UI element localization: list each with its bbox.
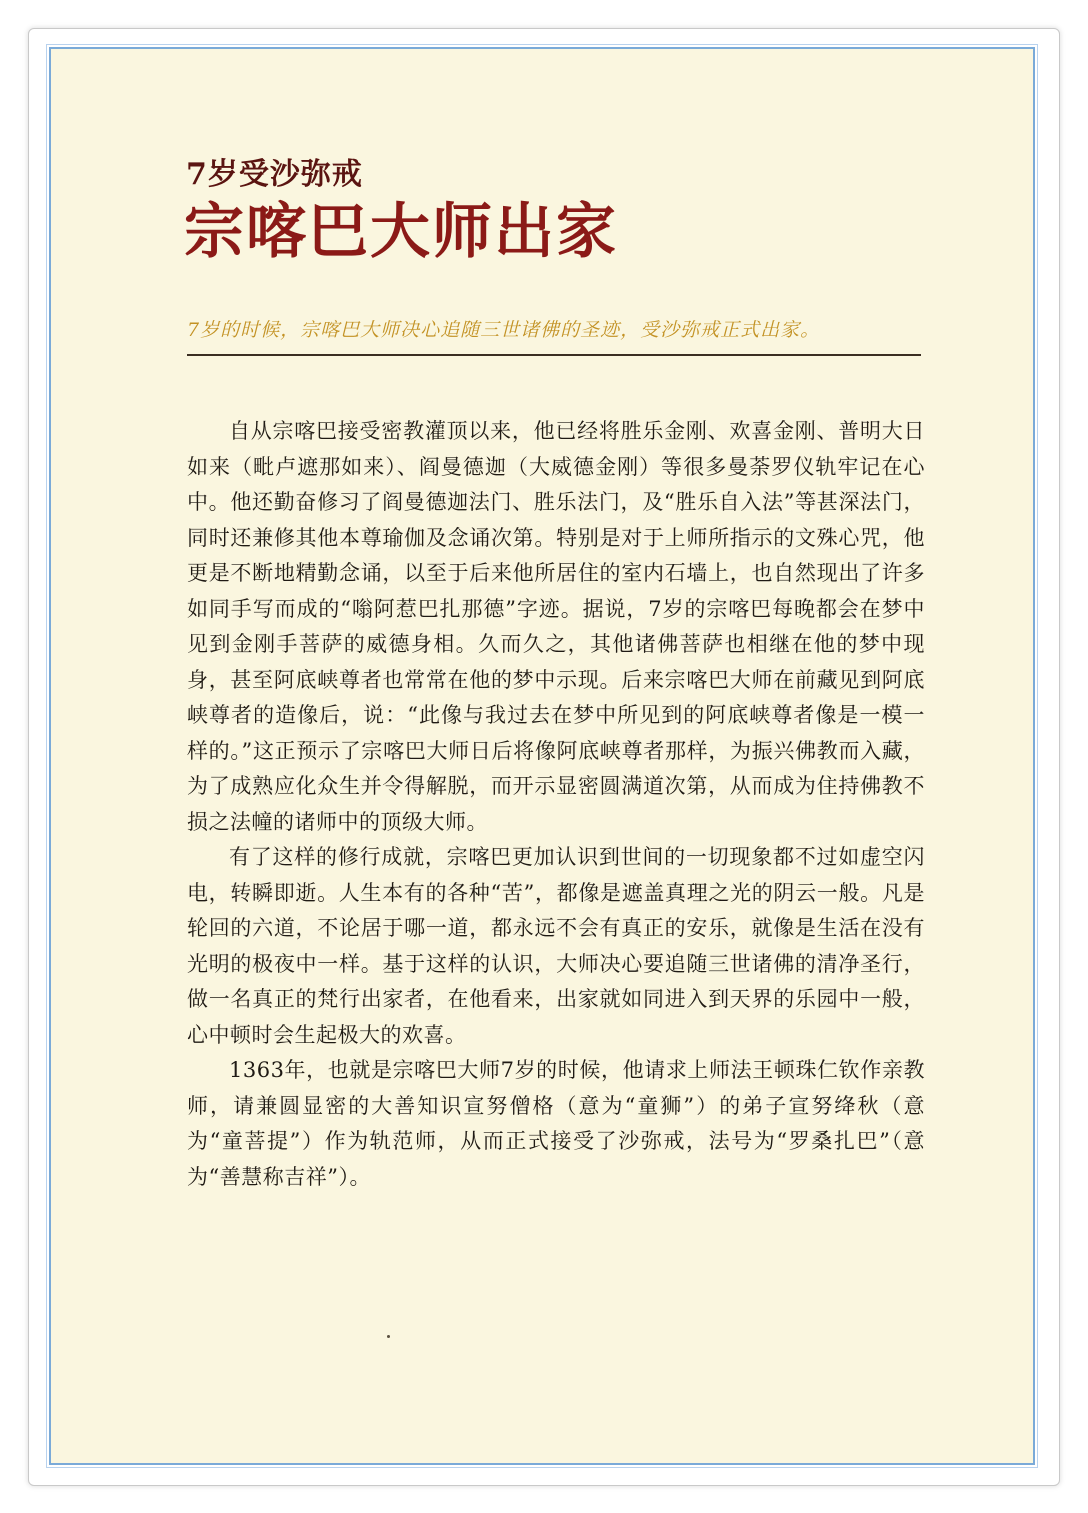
page-speck <box>387 1335 390 1338</box>
article-body <box>187 414 925 1195</box>
article-subtitle: 7岁受沙弥戒 <box>186 157 363 192</box>
article-lead: 7岁的时候，宗喀巴大师决心追随三世诸佛的圣迹，受沙弥戒正式出家。 <box>187 319 821 341</box>
paragraph: 有了这样的修行成就，宗喀巴更加认识到世间的一切现象都不过如虚空闪电，转瞬即逝。人生本有的各种“苦”，都像是遮盖真理之光的阴云一般。凡是轮回的六道，不论居于哪一道，都永远不会有真正的安乐，就像是生活在没有光明的极夜中一样。基于这样的认识，大师决心要追随三世诸佛的清净圣行，做一名真正的梵行出家者，在他看来，出家就如同进入到天界的乐园中一般，心中顿时会生起极大的欢喜。 <box>187 845 925 1047</box>
article-title: 宗喀巴大师出家 <box>184 197 618 267</box>
paragraph: 1363年，也就是宗喀巴大师7岁的时候，他请求上师法王顿珠仁钦作亲教师，请兼圆显密的大善知识宣努僧格（意为“童狮”）的弟子宣努绛秋（意为“童菩提”）作为轨范师，从而正式接受了沙弥戒，法号为“罗桑扎巴”（意为“善慧称吉祥”）。 <box>187 1058 925 1189</box>
paragraph: 自从宗喀巴接受密教灌顶以来，他已经将胜乐金刚、欢喜金刚、普明大日如来（毗卢遮那如来）、阎曼德迦（大威德金刚）等很多曼荼罗仪轨牢记在心中。他还勤奋修习了阎曼德迦法门、胜乐法门，及“胜乐自入法”等甚深法门，同时还兼修其他本尊瑜伽及念诵次第。特别是对于上师所指示的文殊心咒，他更是不断地精勤念诵，以至于后来他所居住的室内石墙上，也自然现出了许多如同手写而成的“嗡阿惹巴扎那德”字迹。据说，7岁的宗喀巴每晚都会在梦中见到金刚手菩萨的威德身相。久而久之，其他诸佛菩萨也相继在他的梦中现身，甚至阿底峡尊者也常常在他的梦中示现。后来宗喀巴大师在前藏见到阿底峡尊者的造像后，说：“此像与我过去在梦中所见到的阿底峡尊者像是一模一样的。”这正预示了宗喀巴大师日后将像阿底峡尊者那样，为振兴佛教而入藏，为了成熟应化众生并令得解脱，而开示显密圆满道次第，从而成为住持佛教不损之法幢的诸师中的顶级大师。 <box>187 419 925 834</box>
divider-rule <box>187 354 921 356</box>
book-page <box>49 47 1035 1465</box>
